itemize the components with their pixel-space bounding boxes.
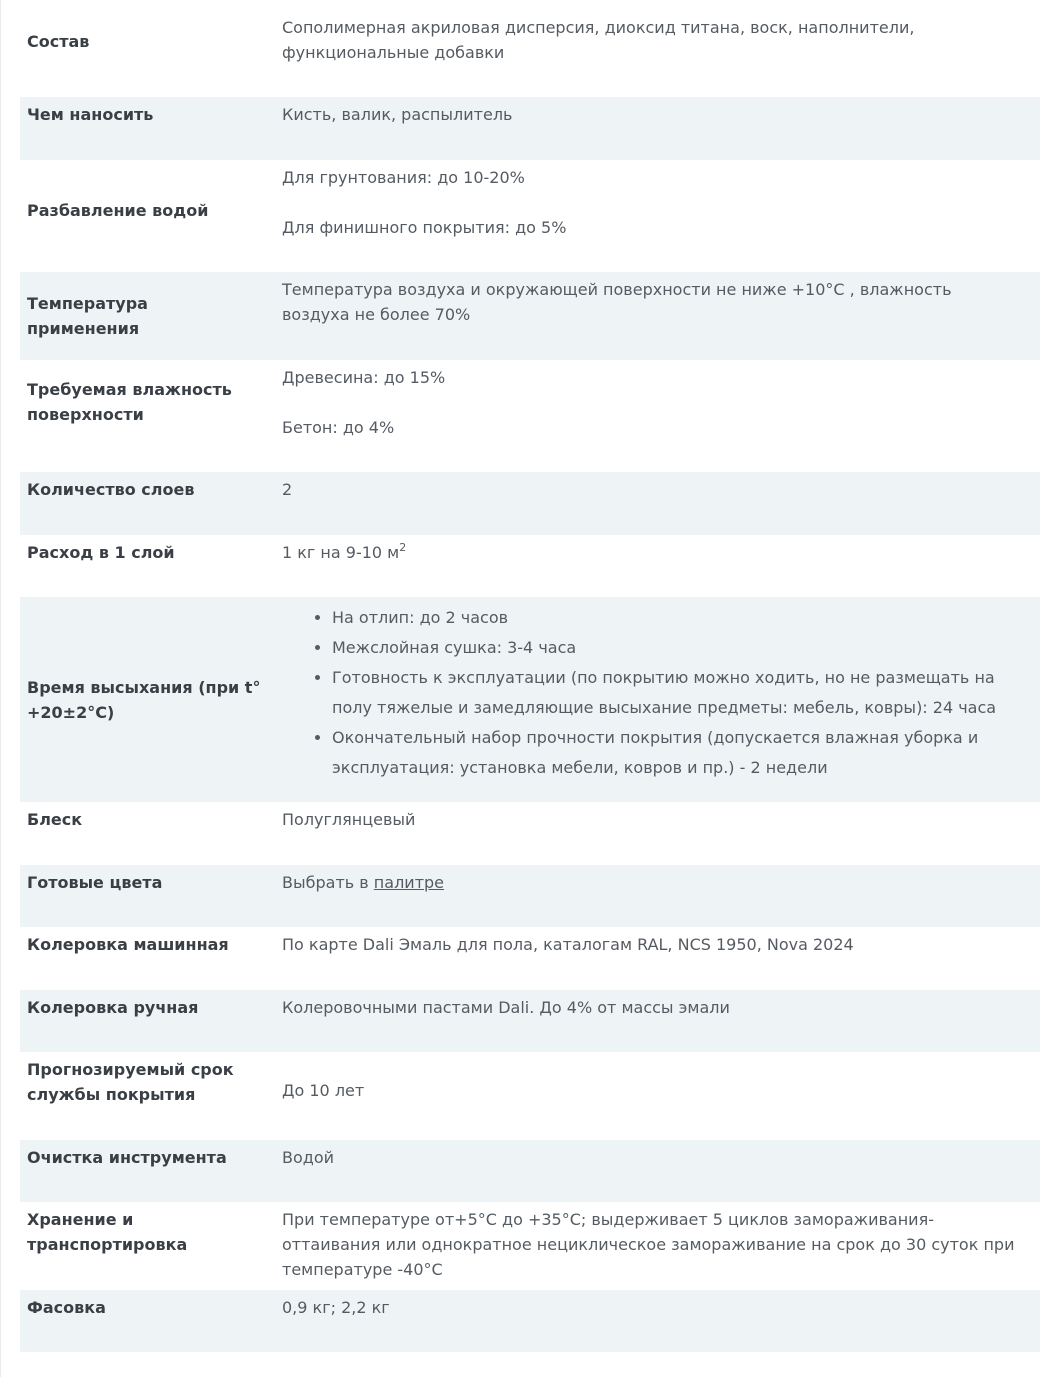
spec-row-dilution	[20, 160, 1040, 272]
spec-value: Колеровочными пастами Dali. До 4% от массы эмали	[275, 990, 1040, 1052]
spec-row-packaging	[20, 1290, 1040, 1352]
spec-row-cleaning	[20, 1140, 1040, 1202]
spec-row-consumption	[20, 535, 1040, 597]
spec-label: Колеровка ручная	[20, 990, 275, 1052]
spec-label: Хранение и транспортировка	[27, 1210, 188, 1254]
spec-value: 2	[275, 472, 1040, 535]
moisture-concrete: Бетон: до 4%	[282, 418, 395, 437]
spec-value: Полуглянцевый	[282, 810, 416, 829]
spec-label: Время высыхания (при t° +20±2°С)	[20, 597, 275, 802]
spec-label: Фасовка	[20, 1290, 275, 1352]
spec-value: 0,9 кг; 2,2 кг	[275, 1290, 1040, 1352]
dilution-primer: Для грунтования: до 10-20%	[282, 168, 525, 187]
drying-list	[282, 603, 1020, 783]
spec-row-moisture	[20, 360, 1040, 472]
spec-row-drying-time	[20, 597, 1040, 802]
moisture-wood: Древесина: до 15%	[282, 368, 446, 387]
spec-value: При температуре от+5°С до +35°С; выдерживает 5 циклов замораживания-оттаивания или однократное нециклическое замораживание на срок до 30 суток при температуре -40°С	[282, 1210, 1015, 1279]
spec-row-service-life	[20, 1052, 1040, 1140]
spec-value: По карте Dali Эмаль для пола, каталогам RAL, NCS 1950, Nova 2024	[282, 935, 854, 954]
spec-label: Расход в 1 слой	[27, 543, 175, 562]
spec-row-application-tool	[20, 97, 1040, 160]
spec-value: Кисть, валик, распылитель	[275, 97, 1040, 160]
spec-row-layers	[20, 472, 1040, 535]
spec-label: Прогнозируемый срок службы покрытия	[27, 1060, 234, 1104]
spec-value	[275, 360, 1040, 472]
spec-value: Выбрать в палитре	[275, 865, 1040, 927]
spec-row-gloss	[20, 802, 1040, 865]
spec-label: Температура применения	[20, 272, 275, 360]
list-item: • Межслойная сушка: 3-4 часа	[332, 633, 1020, 663]
spec-value	[275, 597, 1040, 802]
spec-row-machine-tinting	[20, 927, 1040, 990]
spec-row-manual-tinting	[20, 990, 1040, 1052]
specs-table	[20, 0, 1040, 1352]
spec-row-composition	[20, 0, 1040, 97]
spec-label: Готовые цвета	[20, 865, 275, 927]
palette-link[interactable]: палитре	[373, 873, 445, 892]
spec-row-temperature	[20, 272, 1040, 360]
list-item: • Готовность к эксплуатации (по покрытию можно ходить, но не размещать на полу тяжелые и замедляющие высыхание предметы: мебель, ковры): 24 часа	[332, 663, 1020, 723]
list-item: • На отлип: до 2 часов	[332, 603, 1020, 633]
page-left-border	[0, 0, 1, 1377]
spec-row-storage	[20, 1202, 1040, 1290]
spec-value: Водой	[275, 1140, 1040, 1202]
spec-label: Блеск	[27, 810, 83, 829]
spec-row-ready-colors	[20, 865, 1040, 927]
spec-label: Состав	[27, 31, 90, 51]
spec-label: Колеровка машинная	[27, 935, 229, 954]
spec-value	[275, 160, 1040, 272]
spec-value: Сополимерная акриловая дисперсия, диоксид титана, воск, наполнители, функциональные добавки	[282, 18, 915, 62]
spec-label: Количество слоев	[20, 472, 275, 535]
spec-label: Чем наносить	[20, 97, 275, 160]
dilution-finish: Для финишного покрытия: до 5%	[282, 218, 567, 237]
spec-value: До 10 лет	[282, 1080, 365, 1100]
list-item: • Окончательный набор прочности покрытия (допускается влажная уборка и эксплуатация: установка мебели, ковров и пр.) - 2 недели	[332, 723, 1020, 783]
spec-label: Разбавление водой	[27, 200, 209, 220]
spec-value: Температура воздуха и окружающей поверхности не ниже +10°С , влажность воздуха не более 70%	[275, 272, 1040, 360]
spec-value: 1 кг на 9-10 $м^2$	[282, 540, 407, 562]
spec-label: Требуемая влажность поверхности	[27, 380, 232, 424]
spec-label: Очистка инструмента	[20, 1140, 275, 1202]
